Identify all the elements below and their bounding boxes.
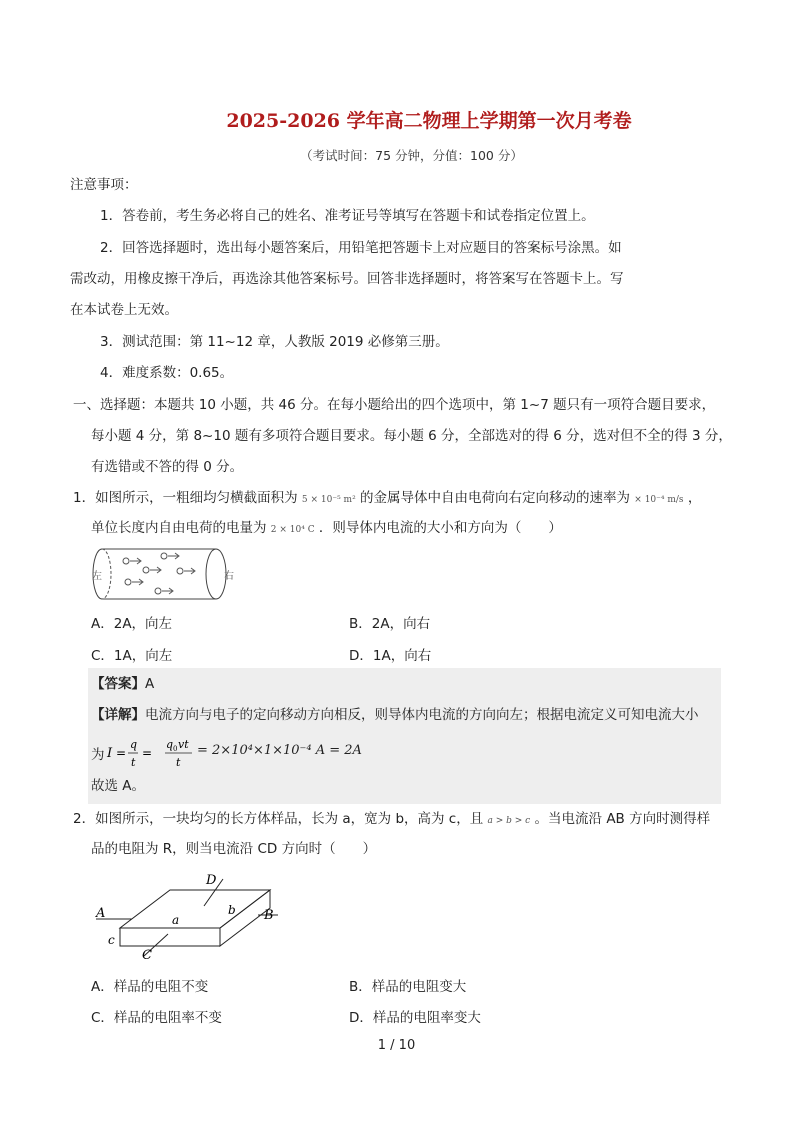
- svg-text:q: q: [166, 738, 174, 751]
- q1-stem-part2: 的金属导体中自由电荷向右定向移动的速率为: [360, 490, 630, 506]
- q1-electron-arrows: [123, 553, 195, 594]
- q1-fig-right-label: 右: [224, 571, 234, 582]
- q1-stem-part3: ，: [687, 490, 702, 506]
- svg-text:=: =: [116, 746, 127, 760]
- q1-option-b: B．2A，向右: [349, 616, 431, 632]
- q1-answer-value: A: [145, 676, 155, 692]
- q1-fig-left-label: 左: [92, 571, 102, 582]
- page-number: 1 / 10: [377, 1038, 416, 1053]
- q2-label-length: a: [172, 913, 180, 927]
- q2-cuboid-figure: [92, 868, 282, 960]
- q1-stem-part1: 1．如图所示，一粗细均匀横截面积为: [73, 490, 298, 506]
- q1-detail-text: 电流方向与电子的定向移动方向相反，则导体内电流的方向向左；根据电流定义可知电流大小: [145, 707, 699, 723]
- q1-detail-label: 【详解】: [91, 707, 145, 723]
- q2-label-a-terminal: A: [96, 906, 106, 921]
- q2-label-width: b: [228, 903, 236, 917]
- q1-detail-line1: [91, 706, 699, 724]
- q1-option-d: D．1A，向右: [349, 648, 432, 664]
- q1-stem-part4: 单位长度内自由电荷的电量为: [91, 520, 267, 536]
- section-heading-line2: 每小题 4 分，第 8~10 题有多项符合题目要求。每小题 6 分，全部选对的得 6 分，选对但不全的得 3 分，: [91, 428, 732, 444]
- q1-formula-fractions: [106, 736, 166, 770]
- q1-area-expression: 5 × 10⁻⁵ m²: [301, 495, 356, 505]
- q1-charge-expression: 2 × 10⁴ C: [270, 525, 315, 535]
- q1-option-c: C．1A，向左: [91, 648, 173, 664]
- q2-stem-line2: 品的电阻为 R，则当电流沿 CD 方向时（ ）: [91, 841, 377, 857]
- exam-info: （考试时间：75 分钟，分值：100 分）: [300, 148, 523, 163]
- q1-answer: [91, 675, 154, 693]
- svg-text:t: t: [176, 756, 181, 769]
- svg-text:0: 0: [173, 745, 178, 753]
- notice-heading: 注意事项：: [70, 177, 138, 193]
- q2-option-c: C．样品的电阻率不变: [91, 1010, 222, 1026]
- section-heading-line3: 有选错或不答的得 0 分。: [91, 459, 244, 475]
- q1-formula-second-fraction: [164, 736, 196, 770]
- q2-option-a: A．样品的电阻不变: [91, 979, 209, 995]
- section-heading-line1: 一、选择题：本题共 10 小题，共 46 分。在每小题给出的四个选项中，第 1~7 题只有一项符合题目要求，: [73, 397, 716, 413]
- svg-text:vt: vt: [178, 738, 189, 751]
- notice-item-4: 4．难度系数：0.65。: [100, 365, 234, 381]
- page-title: 2025-2026 学年高二物理上学期第一次月考卷: [226, 110, 632, 132]
- q1-conclusion: 故选 A。: [91, 778, 146, 794]
- q2-option-b: B．样品的电阻变大: [349, 979, 467, 995]
- q2-label-height: c: [108, 933, 115, 947]
- q1-formula-result: = 2×10⁴×1×10⁻⁴ A = 2A: [197, 743, 362, 758]
- q1-answer-label: 【答案】: [91, 676, 145, 692]
- notice-item-2-line2: 需改动，用橡皮擦干净后，再选涂其他答案标号。回答非选择题时，将答案写在答题卡上。写: [70, 271, 624, 287]
- notice-item-2-line3: 在本试卷上无效。: [70, 302, 178, 318]
- q1-stem-line1: [73, 489, 701, 509]
- q1-conductor-figure: [88, 546, 248, 602]
- q2-label-c-terminal: C: [142, 948, 152, 960]
- svg-text:I: I: [107, 746, 113, 761]
- notice-item-2-line1: 2．回答选择题时，选出每小题答案后，用铅笔把答题卡上对应题目的答案标号涂黑。如: [100, 240, 622, 256]
- q2-option-d: D．样品的电阻率变大: [349, 1010, 481, 1026]
- q2-stem-part1: 2．如图所示，一块均匀的长方体样品，长为 a，宽为 b，高为 c，且: [73, 811, 484, 827]
- q2-stem-part2: 。当电流沿 AB 方向时测得样: [534, 811, 711, 827]
- svg-text:t: t: [131, 756, 136, 769]
- q1-formula-prefix: 为: [91, 747, 105, 763]
- q2-label-d-terminal: D: [206, 873, 217, 888]
- q2-condition-expression: a > b > c: [487, 816, 531, 826]
- q1-stem-part5: ．则导体内电流的大小和方向为（ ）: [318, 520, 562, 536]
- q2-stem-line1: [73, 810, 710, 830]
- q2-label-b-terminal: B: [264, 908, 274, 923]
- svg-text:q: q: [130, 738, 138, 751]
- notice-item-3: 3．测试范围：第 11~12 章，人教版 2019 必修第三册。: [100, 334, 449, 350]
- q1-speed-expression: × 10⁻⁴ m/s: [634, 495, 684, 505]
- q1-option-a: A．2A，向左: [91, 616, 173, 632]
- svg-text:=: =: [142, 746, 153, 760]
- q1-stem-line2: [91, 519, 562, 539]
- notice-item-1: 1．答卷前，考生务必将自己的姓名、准考证号等填写在答题卡和试卷指定位置上。: [100, 208, 595, 224]
